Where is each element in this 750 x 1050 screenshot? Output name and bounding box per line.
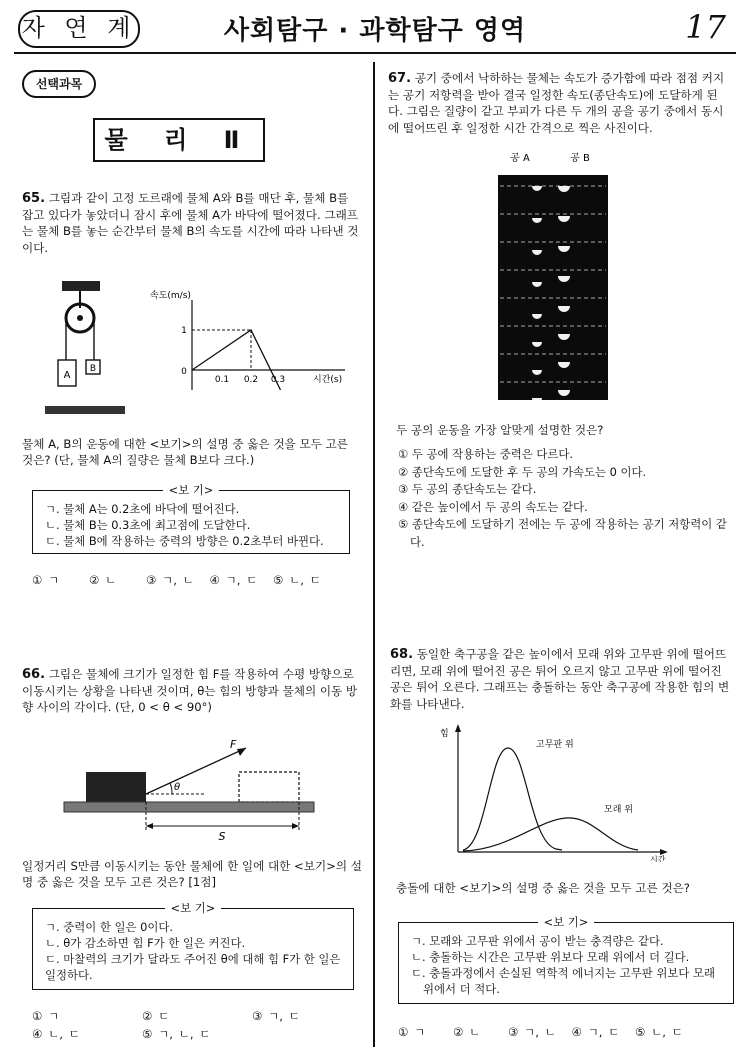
angle-label: θ bbox=[174, 782, 181, 793]
question-number: 68. bbox=[390, 647, 414, 662]
force-label: F bbox=[230, 738, 237, 751]
pulley-figure bbox=[40, 278, 140, 418]
y-tick-1: 1 bbox=[181, 326, 187, 336]
graph-y-label: 속도(m/s) bbox=[150, 291, 191, 301]
force-figure bbox=[54, 736, 324, 846]
q65-options bbox=[32, 572, 362, 588]
distance-label: S bbox=[218, 830, 226, 843]
option-5[interactable]: ⑤ ㄱ, ㄴ, ㄷ bbox=[142, 1027, 211, 1041]
bogi-title: <보 기> bbox=[165, 901, 222, 915]
option-2[interactable]: ② 종단속도에 도달한 후 두 공의 가속도는 0 이다. bbox=[398, 464, 647, 479]
option-2[interactable]: ② ㄴ bbox=[88, 573, 117, 587]
sand-label: 모래 위 bbox=[604, 805, 633, 815]
option-1[interactable]: ① ㄱ bbox=[398, 1025, 426, 1039]
question-prompt: 두 공의 운동을 가장 알맞게 설명한 것은? bbox=[396, 423, 604, 437]
ball-a-label: 공 A bbox=[510, 153, 530, 164]
option-4[interactable]: ④ ㄱ, ㄷ bbox=[209, 573, 258, 587]
q68-prompt bbox=[396, 880, 726, 896]
bogi-title: <보 기> bbox=[163, 483, 220, 497]
question-number: 66. bbox=[22, 667, 46, 682]
option-3[interactable]: ③ ㄱ, ㄴ bbox=[145, 573, 194, 587]
x-tick: 0.3 bbox=[270, 375, 286, 385]
question-67 bbox=[388, 70, 732, 136]
track-badge: 자 연 계 bbox=[18, 10, 140, 48]
option-4[interactable]: ④ 같은 높이에서 두 공의 속도는 같다. bbox=[398, 499, 588, 514]
question-66 bbox=[22, 666, 362, 716]
bogi-item: ㄷ. 마찰력의 크기가 달라도 주어진 θ에 대해 힘 F가 한 일은 일정하다. bbox=[45, 952, 341, 982]
graph-y-label: 힘 bbox=[440, 729, 449, 739]
origin-label: 0 bbox=[181, 367, 187, 377]
option-3[interactable]: ③ ㄱ, ㄴ bbox=[507, 1025, 556, 1039]
bogi-title: <보 기> bbox=[538, 915, 595, 929]
question-number: 67. bbox=[388, 71, 412, 86]
option-1[interactable]: ① 두 공에 작용하는 중력은 다르다. bbox=[398, 447, 573, 461]
page-number: 17 bbox=[685, 8, 726, 46]
drop-photo bbox=[498, 150, 610, 400]
option-2[interactable]: ② ㄷ bbox=[142, 1009, 170, 1023]
column-divider bbox=[373, 62, 375, 1047]
ball-a-image bbox=[532, 398, 542, 400]
q67-prompt bbox=[396, 422, 726, 438]
option-3[interactable]: ③ 두 공의 종단속도는 같다. bbox=[398, 482, 537, 497]
question-text: 그림과 같이 고정 도르래에 물체 A와 B를 매단 후, 물체 B를 잡고 있다가 놓았더니 잠시 후에 물체 A가 바닥에 떨어졌다. 그래프는 물체 B를 놓는 순간부터 물체 B의 속도를 시간에 따라 나타낸 것이다. bbox=[22, 191, 359, 255]
question-text: 동일한 축구공을 같은 높이에서 모래 위와 고무판 위에 떨어뜨리면, 모래 위에 떨어진 공은 튀어 오르지 않고 고무판 위에 떨어진 공은 튀어 오른다. 그래프는 충돌하는 동안 축구공에 작용한 힘의 변화를 나타낸다. bbox=[390, 647, 730, 711]
q65-bogi-box bbox=[32, 483, 350, 554]
velocity-series-line bbox=[192, 330, 281, 390]
subject-title: 물 리 Ⅱ bbox=[93, 118, 265, 162]
section-chip: 선택과목 bbox=[22, 70, 96, 98]
option-5[interactable]: ⑤ ㄴ, ㄷ bbox=[273, 573, 321, 587]
option-3[interactable]: ③ ㄱ, ㄷ bbox=[252, 1009, 300, 1023]
option-4[interactable]: ④ ㄴ, ㄷ bbox=[32, 1027, 80, 1041]
option-5[interactable]: ⑤ ㄴ, ㄷ bbox=[635, 1025, 683, 1039]
question-number: 65. bbox=[22, 191, 46, 206]
question-65 bbox=[22, 190, 360, 256]
q66-prompt bbox=[22, 858, 362, 890]
rubber-label: 고무판 위 bbox=[536, 740, 574, 750]
q68-bogi-box bbox=[398, 915, 734, 1004]
option-1[interactable]: ① ㄱ bbox=[32, 1009, 60, 1023]
graph-x-label: 시간(s) bbox=[313, 375, 343, 385]
question-prompt: 일정거리 S만큼 이동시키는 동안 물체에 한 일에 대한 <보기>의 설명 중 옳은 것을 모두 고른 것은? [1점] bbox=[22, 859, 362, 890]
question-68 bbox=[390, 646, 732, 712]
question-text: 그림은 물체에 크기가 일정한 힘 F를 작용하여 수평 방향으로 이동시키는 상황을 나타낸 것이며, θ는 힘의 방향과 물체의 이동 방향 사이의 각이다. (단, 0 < θ < 90°) bbox=[22, 667, 358, 715]
ball-b-label: 공 B bbox=[570, 153, 590, 164]
header-rule bbox=[14, 52, 736, 54]
option-2[interactable]: ② ㄴ bbox=[452, 1025, 481, 1039]
question-prompt: 물체 A, B의 운동에 대한 <보기>의 설명 중 옳은 것을 모두 고른 것은? (단, 물체 A의 질량은 물체 B보다 크다.) bbox=[22, 437, 348, 468]
q65-prompt bbox=[22, 436, 360, 468]
option-4[interactable]: ④ ㄱ, ㄷ bbox=[571, 1025, 620, 1039]
velocity-graph bbox=[150, 280, 360, 410]
question-prompt: 충돌에 대한 <보기>의 설명 중 옳은 것을 모두 고른 것은? bbox=[396, 881, 690, 895]
option-5[interactable]: ⑤ 종단속도에 도달하기 전에는 두 공에 작용하는 공기 저항력이 같다. bbox=[398, 517, 727, 549]
q67-options bbox=[398, 446, 732, 552]
bogi-item: ㄱ. 물체 A는 0.2초에 바닥에 떨어진다. bbox=[45, 502, 240, 516]
rubber-curve bbox=[463, 748, 562, 850]
bogi-item: ㄴ. 충돌하는 시간은 고무판 위보다 모래 위에서 더 길다. bbox=[411, 950, 690, 964]
bogi-item: ㄷ. 물체 B에 작용하는 중력의 방향은 0.2초부터 바뀐다. bbox=[45, 534, 324, 548]
block-b-label: B bbox=[89, 364, 97, 374]
force-time-graph bbox=[438, 722, 678, 862]
bogi-item: ㄱ. 모래와 고무판 위에서 공이 받는 충격량은 같다. bbox=[411, 934, 664, 948]
x-tick: 0.1 bbox=[214, 375, 230, 385]
bogi-item: ㄴ. θ가 감소하면 힘 F가 한 일은 커진다. bbox=[45, 936, 246, 950]
bogi-item: ㄷ. 충돌과정에서 손실된 역학적 에너지는 고무판 위보다 모래 위에서 더 적다. bbox=[411, 966, 716, 996]
q68-options bbox=[398, 1024, 738, 1040]
x-tick: 0.2 bbox=[243, 375, 259, 385]
block-a-label: A bbox=[63, 370, 71, 381]
option-1[interactable]: ① ㄱ bbox=[32, 573, 60, 587]
bogi-item: ㄱ. 중력이 한 일은 0이다. bbox=[45, 920, 174, 934]
bogi-item: ㄴ. 물체 B는 0.3초에 최고점에 도달한다. bbox=[45, 518, 251, 532]
graph-x-label: 시간 bbox=[650, 855, 666, 862]
question-text: 공기 중에서 낙하하는 물체는 속도가 증가함에 따라 점점 커지는 공기 저항력을 받아 결국 일정한 속도(종단속도)에 도달하게 된다. 그림은 질량이 같고 부피가 다른 두 개의 공을 공기 중에서 동시에 떨어뜨린 후 일정한 시간 간격으로 찍은 사진이다. bbox=[388, 71, 725, 135]
q66-bogi-box bbox=[32, 901, 354, 990]
page-title: 사회탐구 · 과학탐구 영역 bbox=[223, 16, 527, 46]
